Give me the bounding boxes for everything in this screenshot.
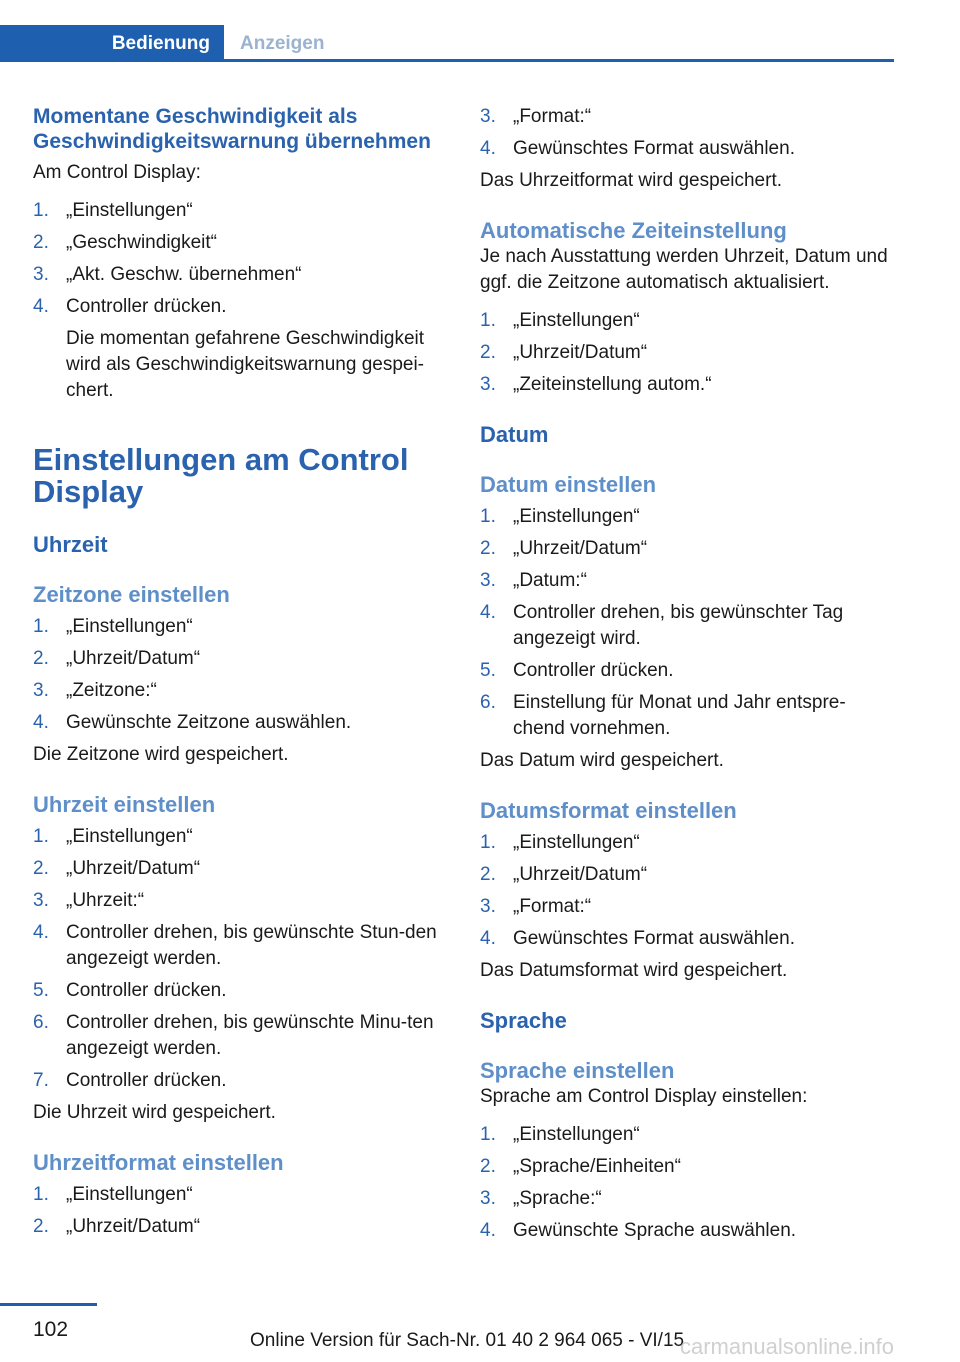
heading-uhrzeit-einstellen: Uhrzeit einstellen [33,792,216,817]
list-item: 2. „Uhrzeit/Datum“ [33,858,201,879]
list-item: 1. „Einstellungen“ [480,1124,640,1145]
list-item: 6. Controller drehen, bis gewünschte Minu-ten angezeigt werden. [33,1012,434,1059]
list-item: 4. Controller drehen, bis gewünschte Stun-den angezeigt werden. [33,922,437,969]
uhrzeitformat-steps-list [33,1182,448,1240]
heading-auto-zeit: Automatische Zeiteinstellung [480,218,787,243]
datum-steps-list [480,504,895,742]
list-item: 2. „Sprache/Einheiten“ [480,1156,681,1177]
auto-text: Je nach Ausstattung werden Uhrzeit, Datum und ggf. die Zeitzone automatisch aktualisiert. [480,246,888,293]
list-item: 4. Controller drehen, bis gewünschter Tag angezeigt wird. [480,602,844,649]
list-item: 1. „Einstellungen“ [33,200,193,221]
datumsformat-steps-list [480,830,895,952]
heading-datum: Datum [480,422,549,447]
footer-rule [0,1303,97,1306]
top-tab-bar [0,25,894,62]
heading-datumsformat: Datumsformat einstellen [480,798,737,823]
list-item: 3. „Format:“ [480,896,592,917]
list-item: 5. Controller drücken. [480,660,674,681]
list-item: 2. „Uhrzeit/Datum“ [480,342,648,363]
online-version-text: Online Version für Sach-Nr. 01 40 2 964 065 - VI/15 [250,1330,685,1351]
list-item: 1. „Einstellungen“ [33,1184,193,1205]
zeitzone-steps-list [33,614,448,736]
list-item: 1. „Einstellungen“ [33,616,193,637]
right-column [480,104,895,1250]
main-heading: Einstellungen am Control Display [33,442,409,509]
list-item: 4. Gewünschte Zeitzone auswählen. [33,712,352,733]
uhrzeitformat-steps-cont [480,104,895,162]
heading-zeitzone: Zeitzone einstellen [33,582,230,607]
step-note: Die momentan gefahrene Geschwindigkeit wird als Geschwindigkeitswarnung gespei-chert. [66,328,425,401]
list-item: 3. „Sprache:“ [480,1188,602,1209]
left-column [33,104,448,1246]
list-item: 2. „Uhrzeit/Datum“ [480,538,648,559]
watermark: carmanualsonline.info [680,1334,895,1359]
list-item: 2. „Uhrzeit/Datum“ [33,648,201,669]
heading-datum-einstellen: Datum einstellen [480,472,657,497]
list-item: 1. „Einstellungen“ [33,826,193,847]
heading-uhrzeitformat: Uhrzeitformat einstellen [33,1150,284,1175]
list-item: 2. „Uhrzeit/Datum“ [480,864,648,885]
list-item: 3. „Akt. Geschw. übernehmen“ [33,264,302,285]
uhrzeitformat-result: Das Uhrzeitformat wird gespeichert. [480,170,782,191]
tab-underline [0,59,894,62]
sprache-text: Sprache am Control Display einstellen: [480,1086,808,1107]
datum-result: Das Datum wird gespeichert. [480,750,724,771]
list-item: 3. „Datum:“ [480,570,587,591]
sprache-steps-list [480,1122,895,1244]
list-item: 5. Controller drücken. [33,980,227,1001]
list-item: 1. „Einstellungen“ [480,506,640,527]
list-item: 4. Gewünschte Sprache auswählen. [480,1220,797,1241]
speed-steps-list [33,198,448,404]
uhrzeit-result: Die Uhrzeit wird gespeichert. [33,1102,276,1123]
list-item: 3. „Format:“ [480,106,592,127]
heading-uhrzeit: Uhrzeit [33,532,108,557]
tab-bedienung[interactable]: Bedienung [0,25,224,62]
zeitzone-result: Die Zeitzone wird gespeichert. [33,744,289,765]
tab-anzeigen[interactable]: Anzeigen [240,33,325,54]
uhrzeit-steps-list [33,824,448,1094]
list-item: 3. „Zeiteinstellung autom.“ [480,374,712,395]
heading-sprache-einstellen: Sprache einstellen [480,1058,675,1083]
intro-text: Am Control Display: [33,162,201,183]
auto-steps-list [480,308,895,398]
list-item: 3. „Zeitzone:“ [33,680,157,701]
page-number: 102 [33,1318,69,1341]
heading-speed-warning: Momentane Geschwindigkeit als Geschwindigkeitswarnung übernehmen [33,105,431,153]
list-item: 4. Gewünschtes Format auswählen. [480,138,795,159]
datumsformat-result: Das Datumsformat wird gespeichert. [480,960,788,981]
list-item: 2. „Uhrzeit/Datum“ [33,1216,201,1237]
list-item: 4. Gewünschtes Format auswählen. [480,928,795,949]
list-item: 7. Controller drücken. [33,1070,227,1091]
list-item: 1. „Einstellungen“ [480,310,640,331]
list-item: 2. „Geschwindigkeit“ [33,232,217,253]
heading-sprache: Sprache [480,1008,567,1033]
list-item: 6. Einstellung für Monat und Jahr entspre-chend vornehmen. [480,692,846,739]
list-item: 3. „Uhrzeit:“ [33,890,145,911]
list-item: 1. „Einstellungen“ [480,832,640,853]
list-item: 4. Controller drücken. Die momentan gefahrene Geschwindigkeit wird als Geschwindigkeitswarnung gespei-chert. [33,294,448,404]
